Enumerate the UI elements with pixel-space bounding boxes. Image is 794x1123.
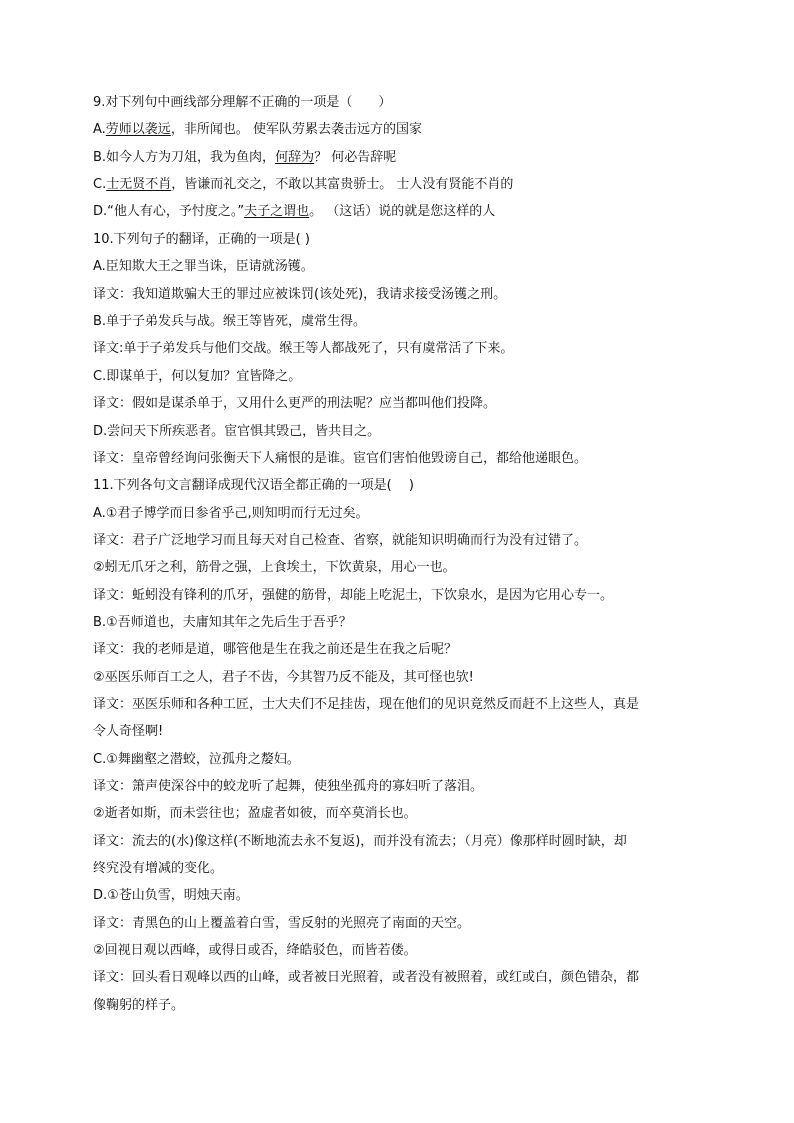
q9-a-rest: ，非所闻也。 使军队劳累去袭击远方的国家 [170,122,422,137]
q9-a-underlined: 劳师以袭远 [105,122,171,137]
q9-option-a [93,118,694,142]
q10-line: A.臣知欺大王之罪当诛，臣请就汤镬。 [93,259,314,274]
q11-line: 译文：君子广泛地学习而且每天对自己检查、省察，就能知识明确而行为没有过错了。 [93,533,588,548]
q9-b-underlined: 何辞为 [275,150,315,165]
q10-line: 译文：我知道欺骗大王的罪过应被诛罚(该处死)，我请求接受汤镬之刑。 [93,287,507,302]
q11-line: ②逝者如斯，而未尝往也；盈虚者如彼，而卒莫消长也。 [93,806,417,821]
q11-line: B.①吾师道也，夫庸知其年之先后生于吾乎？ [93,615,352,630]
q9-option-b [93,146,694,170]
q11-line: C.①舞幽壑之潜蛟，泣孤舟之嫠妇。 [93,752,300,767]
q9-option-d [93,200,694,224]
q11-line: 译文：我的老师是道，哪管他是生在我之前还是生在我之后呢？ [93,642,458,657]
q11-line: 令人奇怪啊! [93,724,164,739]
q10-line: D.尝问天下所疾恶者。宦官惧其毁己，皆共目之。 [93,424,381,439]
q9-a-prefix: A. [93,122,106,137]
q11-line: D.①苍山负雪，明烛天南。 [93,888,249,903]
q11-line: 译文：箫声使深谷中的蛟龙听了起舞，使独坐孤舟的寡妇听了落泪。 [93,779,484,794]
q9-c-rest: ，皆谦而礼交之，不敢以其富贵骄士。 士人没有贤能不肖的 [171,177,514,192]
q9-title: 9.对下列句中画线部分理解不正确的一项是（ ） [93,95,392,110]
q9-d-prefix: D.“他人有心，予忖度之。” [93,204,245,219]
q10-line: 译文:单于子弟发兵与他们交战。缑王等人都战死了，只有虞常活了下来。 [93,341,514,356]
q9-d-underlined: 夫子之谓也 [244,204,310,219]
q11-line: 译文：青黑色的山上覆盖着白雪，雪反射的光照亮了南面的天空。 [93,916,471,931]
q9-d-rest: 。 （这话）说的就是您这样的人 [309,204,496,219]
q9-c-underlined: 士无贤不肖 [106,177,172,192]
q10-line: B.单于子弟发兵与战。缑王等皆死，虞常生得。 [93,314,367,329]
q11-title: 11.下列各句文言翻译成现代汉语全都正确的一项是( ) [93,478,414,493]
q10-line: 译文：假如是谋杀单于，又用什么更严的刑法呢？应当都叫他们投降。 [93,396,497,411]
q9-c-prefix: C. [93,177,107,192]
q11-line: ②回视日观以西峰，或得日或否，绛皓驳色，而皆若偻。 [93,943,417,958]
q9-b-prefix: B.如今人方为刀俎，我为鱼肉， [93,150,276,165]
q10-line: 译文：皇帝曾经询问张衡天下人痛恨的是谁。宦官们害怕他毁谤自己，都给他递眼色。 [93,451,588,466]
q11-line: 像鞠躬的样子。 [93,998,185,1013]
q11-line: 译文：巫医乐师和各种工匠，士大夫们不足挂齿，现在他们的见识竟然反而赶不上这些人，真是 [93,697,640,712]
q11-line: A.①君子博学而日参省乎己,则知明而行无过矣。 [93,506,369,521]
q11-line: 译文：流去的(水)像这样(不断地流去永不复返)，而并没有流去；（月亮）像那样时圆时缺，却 [93,834,627,849]
q11-line: 译文：回头看日观峰以西的山峰，或者被日光照着，或者没有被照着，或红或白，颜色错杂，都 [93,970,640,985]
q9-b-rest: ？ 何必告辞呢 [314,150,397,165]
q11-line: ②巫医乐师百工之人，君子不齿，今其智乃反不能及，其可怪也欤! [93,670,474,685]
q10-line: C.即谋单于，何以复加？宜皆降之。 [93,369,302,384]
q11-line: ②蚓无爪牙之利，筋骨之强，上食埃土，下饮黄泉，用心一也。 [93,560,456,575]
q10-title: 10.下列句子的翻译，正确的一项是( ) [93,232,310,247]
q11-line: 译文：蚯蚓没有锋利的爪牙，强健的筋骨，却能上吃泥土，下饮泉水，是因为它用心专一。 [93,588,614,603]
q9-option-c [93,173,694,197]
q11-line: 终究没有增减的变化。 [93,861,224,876]
